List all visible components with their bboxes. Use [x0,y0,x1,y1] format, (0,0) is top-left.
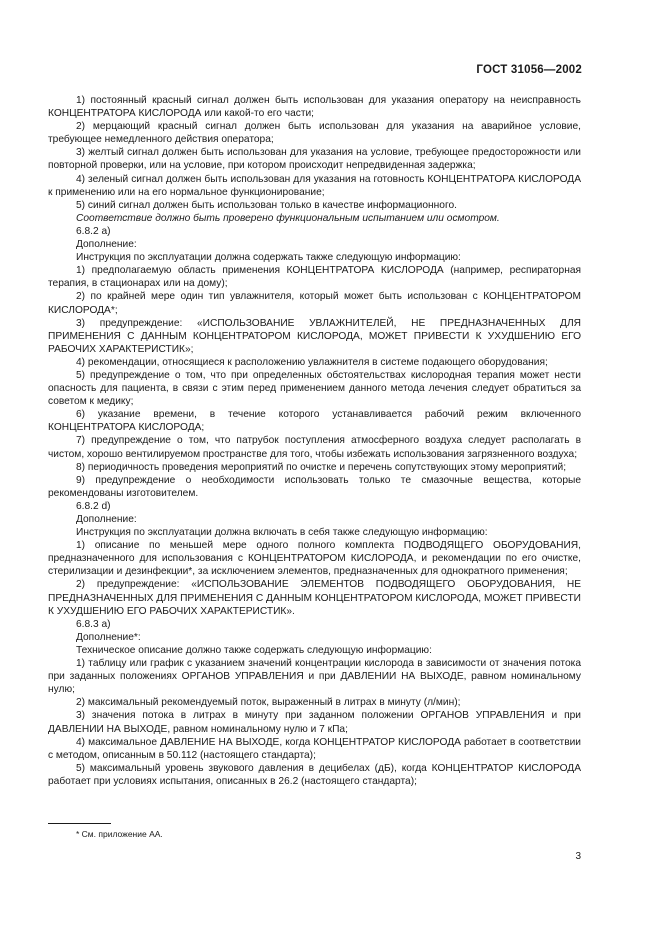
paragraph: 3) предупреждение: «ИСПОЛЬЗОВАНИЕ УВЛАЖНИТЕЛЕЙ, НЕ ПРЕДНАЗНАЧЕННЫХ ДЛЯ ПРИМЕНЕНИЯ С ДАННЫМ КОНЦЕНТРАТОРОМ КИСЛОРОДА, МОЖЕТ ПРИВЕСТИ К УХУДШЕНИЮ ЕГО РАБОЧИХ ХАРАКТЕРИСТИК»; [48,317,581,355]
paragraph: Инструкция по эксплуатации должна включать в себя также следующую информацию: [76,527,488,539]
footnote-divider [48,823,111,824]
paragraph: Дополнение: [76,514,137,525]
paragraph: Дополнение: [76,239,137,251]
paragraph: 4) максимальное ДАВЛЕНИЕ НА ВЫХОДЕ, когда КОНЦЕНТРАТОР КИСЛОРОДА работает в соответствии с методом, описанным в 50.112 (настоящего стандарта); [48,736,581,761]
document-header: ГОСТ 31056—2002 [476,64,582,76]
paragraph: 6.8.2 d) [76,500,111,512]
paragraph: 5) предупреждение о том, что при определенных обстоятельствах кислородная терапия может нести опасность для пациента, в связи с этим перед применением данного метода лечения следует обратиться за советом к медику; [48,369,581,408]
paragraph: 3) желтый сигнал должен быть использован для указания на условие, требующее предосторожности или повторной проверки, или на условие, при котором происходит непредвиденная задержка; [48,147,581,172]
paragraph: 7) предупреждение о том, что патрубок поступления атмосферного воздуха следует располагать в чистом, хорошо вентилируемом пространстве для того, чтобы избежать использования загрязненного воздуха; [48,435,581,460]
paragraph: 1) описание по меньшей мере одного полного комплекта ПОДВОДЯЩЕГО ОБОРУДОВАНИЯ, предназначенного для использования с КОНЦЕНТРАТОРОМ КИСЛОРОДА, и рекомендации по его очистке, стерилизации и дезинфекции*, за исключением элементов, предназначенных для однократного применения; [48,540,581,578]
paragraph: 9) предупреждение о необходимости использовать только те смазочные вещества, которые рекомендованы изготовителем. [48,474,581,499]
paragraph: 6.8.2 а) [76,225,111,237]
paragraph: 1) таблицу или график с указанием значений концентрации кислорода в зависимости от значения потока при заданных положениях ОРГАНОВ УПРАВЛЕНИЯ и при ДАВЛЕНИИ НА ВЫХОДЕ, равном номинальному нулю; [48,658,581,696]
paragraph: 8) периодичность проведения мероприятий по очистке и перечень сопутствующих этому мероприятий; [76,461,567,473]
paragraph: 6) указание времени, в течение которого устанавливается рабочий режим включенного КОНЦЕНТРАТОРА КИСЛОРОДА; [48,409,581,434]
paragraph: 2) мерцающий красный сигнал должен быть использован для указания на аварийное условие, требующее немедленного действия оператора; [48,121,581,146]
paragraph: 1) предполагаемую область применения КОНЦЕНТРАТОРА КИСЛОРОДА (например, респираторная терапия, в стационарах или на дому); [48,265,581,290]
paragraph: Техническое описание должно также содержать следующую информацию: [76,644,432,656]
paragraph: Дополнение*: [76,631,141,643]
paragraph: Инструкция по эксплуатации должна содержать также следующую информацию: [76,252,461,264]
paragraph: 2) предупреждение: «ИСПОЛЬЗОВАНИЕ ЭЛЕМЕНТОВ ПОДВОДЯЩЕГО ОБОРУДОВАНИЯ, НЕ ПРЕДНАЗНАЧЕННЫХ ДЛЯ ПРИМЕНЕНИЯ С ДАННЫМ КОНЦЕНТРАТОРОМ КИСЛОРОДА, МОЖЕТ ПРИВЕСТИ К УХУДШЕНИЮ ЕГО РАБОЧИХ ХАРАКТЕРИСТИК». [48,579,581,617]
paragraph: 5) максимальный уровень звукового давления в децибелах (дБ), когда КОНЦЕНТРАТОР КИСЛОРОДА работает при условиях испытания, описанных в 26.2 (настоящего стандарта); [48,762,581,787]
paragraph: Соответствие должно быть проверено функциональным испытанием или осмотром. [76,212,500,224]
paragraph: 1) постоянный красный сигнал должен быть использован для указания оператору на неисправность КОНЦЕНТРАТОРА КИСЛОРОДА или какой-то его части; [48,95,581,120]
footnote: * См. приложение АА. [76,829,163,839]
paragraph: 5) синий сигнал должен быть использован только в качестве информационного. [76,199,457,211]
paragraph: 4) рекомендации, относящиеся к расположению увлажнителя в системе подающего оборудования; [76,356,548,368]
page-number: 3 [575,851,581,862]
paragraph: 6.8.3 а) [76,618,111,630]
paragraph: 3) значения потока в литрах в минуту при заданном положении ОРГАНОВ УПРАВЛЕНИЯ и при ДАВЛЕНИИ НА ВЫХОДЕ, равном номинальному нулю и 7 кПа; [48,710,581,735]
paragraph: 2) максимальный рекомендуемый поток, выраженный в литрах в минуту (л/мин); [76,697,461,709]
document-body [48,94,581,788]
paragraph: 2) по крайней мере один тип увлажнителя, который может быть использован с КОНЦЕНТРАТОРОМ КИСЛОРОДА*; [48,291,581,316]
paragraph: 4) зеленый сигнал должен быть использован для указания на готовность КОНЦЕНТРАТОРА КИСЛОРОДА к применению или на его нормальное функционирование; [48,173,581,198]
